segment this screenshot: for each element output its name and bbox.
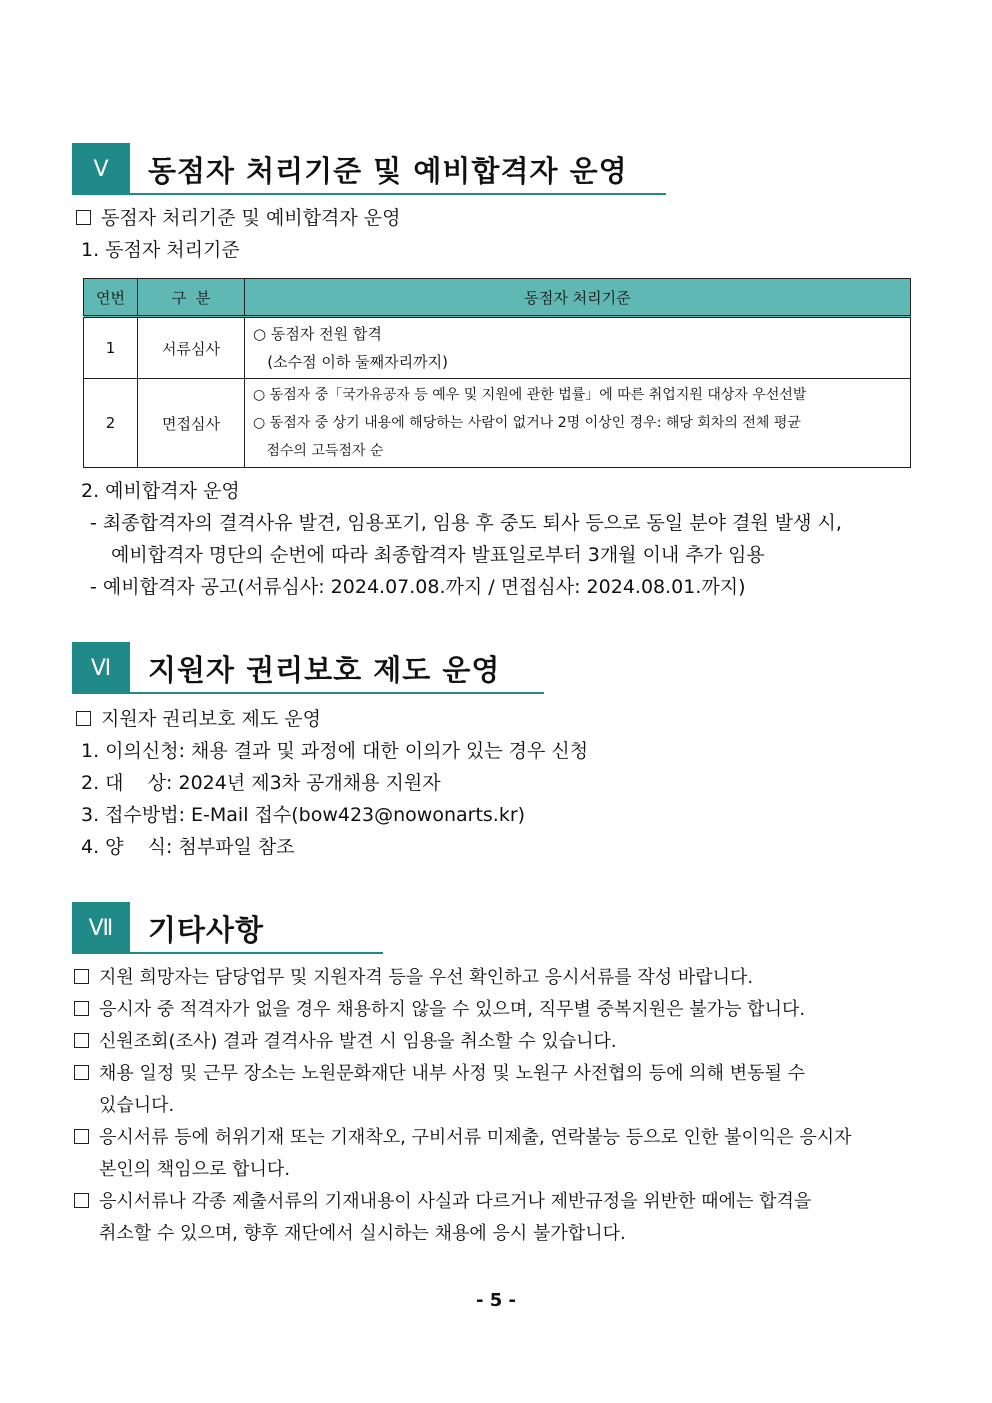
cell-line: ○ 동점자 전원 합격 — [253, 325, 382, 343]
table-cell: 면접심사 — [138, 379, 245, 468]
section-title: 기타사항 — [148, 913, 265, 947]
s7-item: 지원 희망자는 담당업무 및 지원자격 등을 우선 확인하고 응시서류를 작성 바랍니다. — [74, 966, 753, 990]
section-number: Ⅴ — [72, 143, 130, 195]
table-cell — [245, 379, 911, 468]
page-number: - 5 - — [476, 1290, 516, 1311]
s5-heading: 동점자 처리기준 및 예비합격자 운영 — [76, 206, 400, 230]
s7-item: 채용 일정 및 근무 장소는 노원문화재단 내부 사정 및 노원구 사전협의 등에 의해 변동될 수 — [74, 1062, 805, 1086]
s7-item-cont: 취소할 수 있으며, 향후 재단에서 실시하는 채용에 응시 불가합니다. — [99, 1223, 626, 1244]
section-7-header — [72, 902, 383, 954]
cell-line: ○ 동점자 중 상기 내용에 해당하는 사람이 없거나 2명 이상인 경우: 해당 회차의 전체 평균 — [253, 415, 801, 431]
table-cell: 2 — [84, 379, 138, 468]
table-cell: 서류심사 — [138, 317, 245, 379]
table-header: 동점자 처리기준 — [245, 279, 911, 317]
tie-rule-table — [83, 278, 911, 468]
checkbox-square-icon — [76, 711, 91, 726]
cell-line: (소수점 이하 둘째자리까지) — [253, 353, 448, 371]
section-title: 동점자 처리기준 및 예비합격자 운영 — [148, 154, 628, 188]
section-title: 지원자 권리보호 제도 운영 — [148, 653, 501, 687]
s7-item-cont: 있습니다. — [99, 1095, 175, 1116]
section-underline — [130, 692, 544, 694]
s5-bullet: - 최종합격자의 결격사유 발견, 임용포기, 임용 후 중도 퇴사 등으로 동일 분야 결원 발생 시, — [90, 512, 842, 534]
checkbox-square-icon — [74, 1001, 89, 1016]
table-row — [84, 317, 911, 379]
s6-item: 3. 접수방법: E-Mail 접수(bow423@nowonarts.kr) — [81, 804, 526, 826]
checkbox-square-icon — [74, 1193, 89, 1208]
checkbox-square-icon — [74, 1129, 89, 1144]
table-header: 연번 — [84, 279, 138, 317]
table-cell: 1 — [84, 317, 138, 379]
table-cell — [245, 317, 911, 379]
cell-line: 점수의 고득점자 순 — [253, 443, 384, 459]
s6-item: 4. 양 식: 첨부파일 참조 — [81, 836, 295, 858]
checkbox-square-icon — [76, 210, 91, 225]
s5-item2: 2. 예비합격자 운영 — [81, 480, 240, 502]
s7-item: 응시서류 등에 허위기재 또는 기재착오, 구비서류 미제출, 연락불능 등으로 인한 불이익은 응시자 — [74, 1126, 852, 1150]
section-number: Ⅵ — [72, 642, 130, 694]
s7-item: 응시자 중 적격자가 없을 경우 채용하지 않을 수 있으며, 직무별 중복지원은 불가능 합니다. — [74, 998, 805, 1022]
checkbox-square-icon — [74, 1033, 89, 1048]
s7-item: 신원조회(조사) 결과 결격사유 발견 시 임용을 취소할 수 있습니다. — [74, 1030, 617, 1054]
section-underline — [130, 952, 383, 954]
section-6-header — [72, 642, 544, 694]
s6-heading: 지원자 권리보호 제도 운영 — [76, 707, 321, 731]
table-header: 구 분 — [138, 279, 245, 317]
s6-item: 1. 이의신청: 채용 결과 및 과정에 대한 이의가 있는 경우 신청 — [81, 740, 589, 762]
s6-item: 2. 대 상: 2024년 제3차 공개채용 지원자 — [81, 772, 441, 794]
checkbox-square-icon — [74, 969, 89, 984]
section-underline — [130, 193, 666, 195]
s7-item-cont: 본인의 책임으로 합니다. — [99, 1159, 291, 1180]
s7-item: 응시서류나 각종 제출서류의 기재내용이 사실과 다르거나 제반규정을 위반한 때에는 합격을 — [74, 1190, 811, 1214]
checkbox-square-icon — [74, 1065, 89, 1080]
table-row — [84, 379, 911, 468]
s5-bullet: - 예비합격자 공고(서류심사: 2024.07.08.까지 / 면접심사: 2024.08.01.까지) — [90, 576, 746, 598]
s5-item1: 1. 동점자 처리기준 — [81, 239, 240, 261]
section-5-header — [72, 143, 666, 195]
cell-line: ○ 동점자 중「국가유공자 등 예우 및 지원에 관한 법률」에 따른 취업지원 대상자 우선선발 — [253, 387, 807, 403]
s5-bullet-cont: 예비합격자 명단의 순번에 따라 최종합격자 발표일로부터 3개월 이내 추가 임용 — [111, 544, 765, 566]
section-number: Ⅶ — [72, 902, 130, 954]
